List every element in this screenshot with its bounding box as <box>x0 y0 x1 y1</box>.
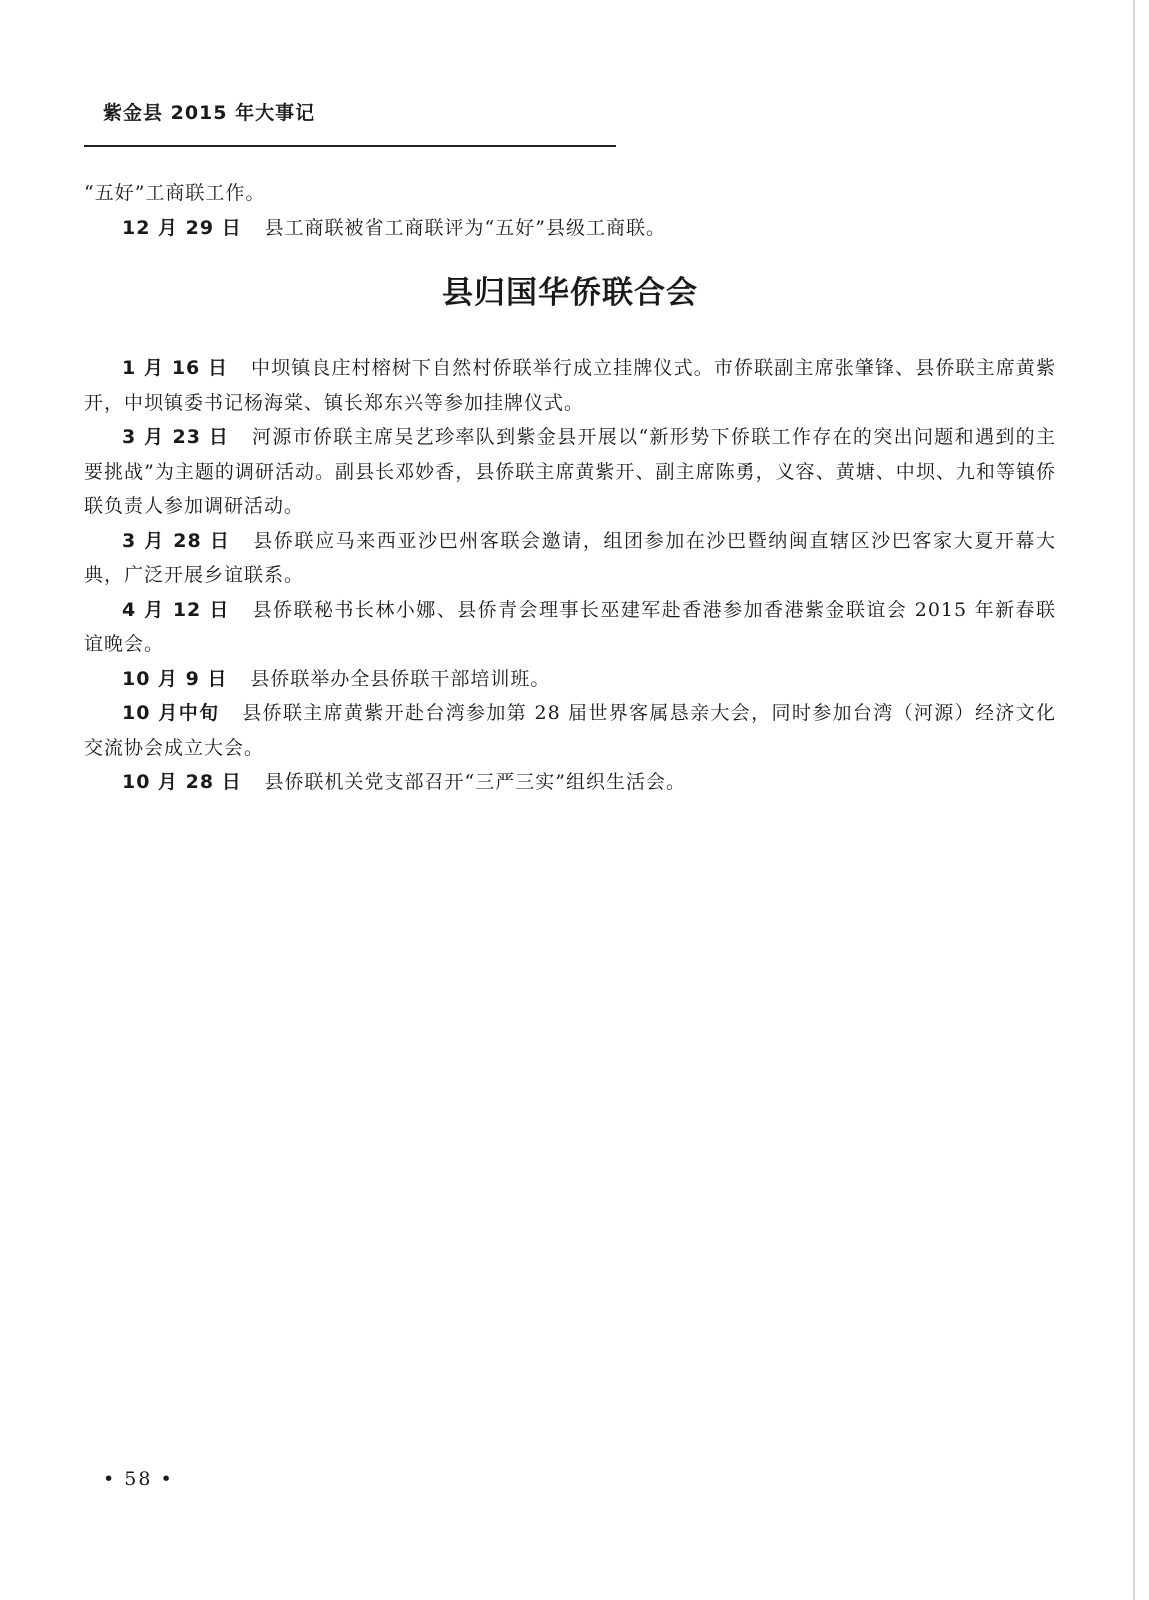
entry-text: 河源市侨联主席吴艺珍率队到紫金县开展以“新形势下侨联工作存在的突出问题和遇到的主要挑战”为主题的调研活动。副县长邓妙香，县侨联主席黄紫开、副主席陈勇，义容、黄塘、中坝、九和等镇侨联负责人参加调研活动。 <box>84 426 1056 517</box>
entry-date: 10 月 9 日 <box>122 667 228 690</box>
entry-text: 县侨联应马来西亚沙巴州客联会邀请，组团参加在沙巴暨纳闽直辖区沙巴客家大夏开幕大典，广泛开展乡谊联系。 <box>84 529 1056 586</box>
entry <box>84 593 1056 662</box>
entry <box>84 662 1056 697</box>
entry <box>84 765 1056 800</box>
entry-list <box>84 351 1056 800</box>
header-rule <box>84 145 616 147</box>
entry-text: 县工商联被省工商联评为“五好”县级工商联。 <box>264 216 666 239</box>
entry-date: 10 月 28 日 <box>122 771 242 793</box>
entry <box>84 696 1056 765</box>
intro-entry <box>84 211 1056 246</box>
section-title: 县归国华侨联合会 <box>442 275 698 311</box>
entry <box>84 420 1056 524</box>
entry-text: 县侨联机关党支部召开“三严三实”组织生活会。 <box>264 771 686 793</box>
page-edge <box>1133 0 1135 1600</box>
continuation-text: “五好”工商联工作。 <box>84 182 266 204</box>
entry <box>84 351 1056 420</box>
entry-date: 12 月 29 日 <box>122 216 242 239</box>
entry-date: 1 月 16 日 <box>122 357 229 379</box>
entry-date: 4 月 12 日 <box>122 598 230 621</box>
entry-date: 10 月中旬 <box>122 702 220 724</box>
entry-date: 3 月 28 日 <box>122 529 231 552</box>
entry-text: 县侨联主席黄紫开赴台湾参加第 28 届世界客属恳亲大会，同时参加台湾（河源）经济文化交流协会成立大会。 <box>84 702 1056 759</box>
page-number: • 58 • <box>103 1468 174 1490</box>
entry-text: 县侨联举办全县侨联干部培训班。 <box>250 667 551 690</box>
page-content <box>84 176 1056 800</box>
running-head: 紫金县 2015 年大事记 <box>103 102 316 124</box>
entry-text: 县侨联秘书长林小娜、县侨青会理事长巫建军赴香港参加香港紫金联谊会 2015 年新春联谊晚会。 <box>84 598 1056 655</box>
entry-text: 中坝镇良庄村榕树下自然村侨联举行成立挂牌仪式。市侨联副主席张肇锋、县侨联主席黄紫开，中坝镇委书记杨海棠、镇长郑东兴等参加挂牌仪式。 <box>84 357 1056 414</box>
entry-date: 3 月 23 日 <box>122 426 230 448</box>
entry <box>84 524 1056 593</box>
